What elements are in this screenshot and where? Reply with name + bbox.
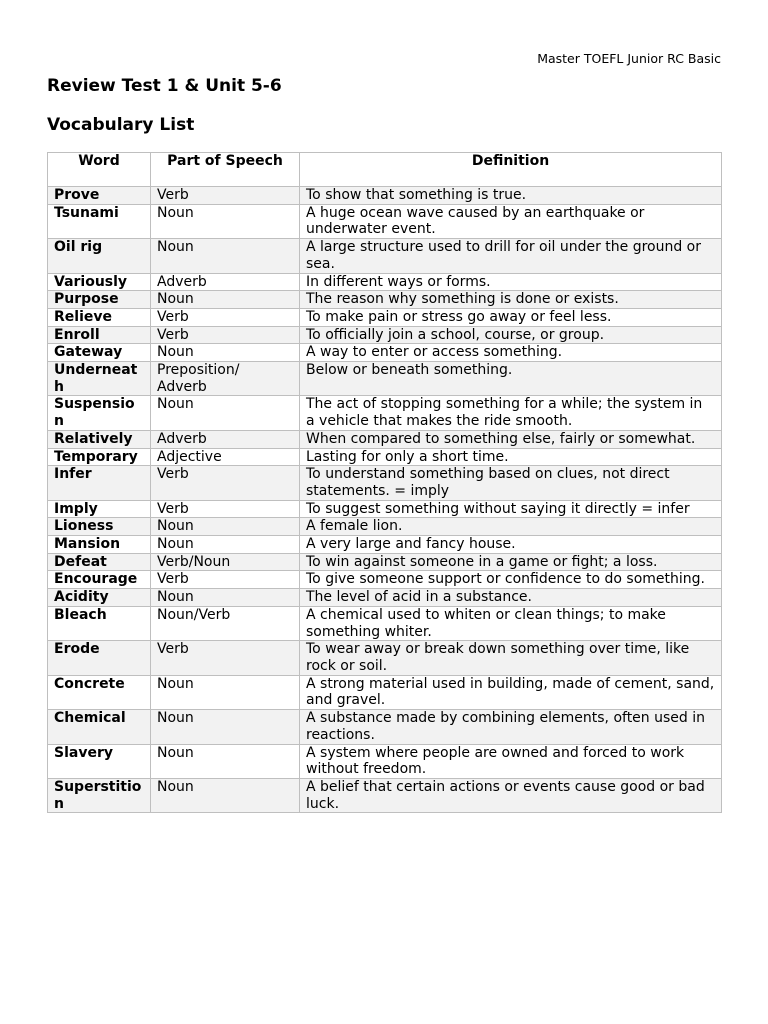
word-cell: Prove: [48, 187, 151, 205]
definition-cell: A chemical used to whiten or clean things; to make something whiter.: [300, 606, 722, 640]
table-row: [48, 396, 722, 430]
table-row: [48, 536, 722, 554]
word-cell: Purpose: [48, 291, 151, 309]
table-header-row: [48, 153, 722, 187]
table-row: [48, 187, 722, 205]
column-header-word: Word: [48, 153, 151, 187]
table-row: [48, 589, 722, 607]
table-row: [48, 466, 722, 500]
table-row: [48, 344, 722, 362]
word-cell: Concrete: [48, 675, 151, 709]
table-row: [48, 710, 722, 744]
definition-cell: A way to enter or access something.: [300, 344, 722, 362]
word-cell: Lioness: [48, 518, 151, 536]
vocabulary-table: [47, 152, 722, 813]
column-header-definition: Definition: [300, 153, 722, 187]
table-row: [48, 518, 722, 536]
word-cell: Gateway: [48, 344, 151, 362]
table-row: [48, 430, 722, 448]
book-title-header: Master TOEFL Junior RC Basic: [537, 51, 721, 66]
word-cell: Infer: [48, 466, 151, 500]
part-of-speech-cell: Verb: [151, 466, 300, 500]
definition-cell: Lasting for only a short time.: [300, 448, 722, 466]
definition-cell: To officially join a school, course, or group.: [300, 326, 722, 344]
part-of-speech-cell: Noun: [151, 675, 300, 709]
definition-cell: A large structure used to drill for oil under the ground or sea.: [300, 239, 722, 273]
definition-cell: A substance made by combining elements, often used in reactions.: [300, 710, 722, 744]
table-row: [48, 675, 722, 709]
part-of-speech-cell: Verb: [151, 187, 300, 205]
word-cell: Suspension: [48, 396, 151, 430]
definition-cell: A strong material used in building, made of cement, sand, and gravel.: [300, 675, 722, 709]
table-row: [48, 606, 722, 640]
table-row: [48, 291, 722, 309]
table-row: [48, 778, 722, 812]
definition-cell: To win against someone in a game or fight; a loss.: [300, 553, 722, 571]
word-cell: Enroll: [48, 326, 151, 344]
definition-cell: A very large and fancy house.: [300, 536, 722, 554]
table-row: [48, 326, 722, 344]
word-cell: Encourage: [48, 571, 151, 589]
definition-cell: To make pain or stress go away or feel less.: [300, 308, 722, 326]
vocabulary-table-body: [48, 187, 722, 813]
part-of-speech-cell: Noun: [151, 239, 300, 273]
part-of-speech-cell: Verb/Noun: [151, 553, 300, 571]
part-of-speech-cell: Adverb: [151, 430, 300, 448]
word-cell: Oil rig: [48, 239, 151, 273]
part-of-speech-cell: Verb: [151, 308, 300, 326]
table-row: [48, 744, 722, 778]
table-row: [48, 571, 722, 589]
part-of-speech-cell: Adverb: [151, 273, 300, 291]
word-cell: Relieve: [48, 308, 151, 326]
definition-cell: To wear away or break down something over time, like rock or soil.: [300, 641, 722, 675]
table-row: [48, 553, 722, 571]
column-header-part-of-speech: Part of Speech: [151, 153, 300, 187]
table-row: [48, 239, 722, 273]
definition-cell: The level of acid in a substance.: [300, 589, 722, 607]
table-row: [48, 308, 722, 326]
part-of-speech-cell: Verb: [151, 500, 300, 518]
definition-cell: When compared to something else, fairly or somewhat.: [300, 430, 722, 448]
word-cell: Variously: [48, 273, 151, 291]
table-row: [48, 204, 722, 238]
part-of-speech-cell: Noun: [151, 710, 300, 744]
part-of-speech-cell: Noun: [151, 518, 300, 536]
definition-cell: A system where people are owned and forced to work without freedom.: [300, 744, 722, 778]
word-cell: Chemical: [48, 710, 151, 744]
part-of-speech-cell: Adjective: [151, 448, 300, 466]
word-cell: Imply: [48, 500, 151, 518]
word-cell: Slavery: [48, 744, 151, 778]
table-row: [48, 448, 722, 466]
word-cell: Underneath: [48, 362, 151, 396]
definition-cell: In different ways or forms.: [300, 273, 722, 291]
part-of-speech-cell: Noun: [151, 744, 300, 778]
word-cell: Acidity: [48, 589, 151, 607]
part-of-speech-cell: Noun: [151, 589, 300, 607]
definition-cell: A female lion.: [300, 518, 722, 536]
definition-cell: Below or beneath something.: [300, 362, 722, 396]
table-row: [48, 641, 722, 675]
part-of-speech-cell: Noun/Verb: [151, 606, 300, 640]
part-of-speech-cell: Noun: [151, 396, 300, 430]
word-cell: Tsunami: [48, 204, 151, 238]
word-cell: Temporary: [48, 448, 151, 466]
word-cell: Bleach: [48, 606, 151, 640]
part-of-speech-cell: Noun: [151, 204, 300, 238]
table-row: [48, 500, 722, 518]
part-of-speech-cell: Noun: [151, 778, 300, 812]
word-cell: Superstition: [48, 778, 151, 812]
definition-cell: To suggest something without saying it directly = infer: [300, 500, 722, 518]
part-of-speech-cell: Noun: [151, 344, 300, 362]
word-cell: Relatively: [48, 430, 151, 448]
table-row: [48, 362, 722, 396]
part-of-speech-cell: Verb: [151, 571, 300, 589]
word-cell: Defeat: [48, 553, 151, 571]
definition-cell: A huge ocean wave caused by an earthquake or underwater event.: [300, 204, 722, 238]
part-of-speech-cell: Preposition/ Adverb: [151, 362, 300, 396]
part-of-speech-cell: Noun: [151, 536, 300, 554]
definition-cell: To show that something is true.: [300, 187, 722, 205]
definition-cell: The reason why something is done or exists.: [300, 291, 722, 309]
section-title: Vocabulary List: [47, 115, 195, 135]
word-cell: Mansion: [48, 536, 151, 554]
page-title: Review Test 1 & Unit 5-6: [47, 76, 282, 96]
word-cell: Erode: [48, 641, 151, 675]
definition-cell: A belief that certain actions or events cause good or bad luck.: [300, 778, 722, 812]
part-of-speech-cell: Noun: [151, 291, 300, 309]
part-of-speech-cell: Verb: [151, 326, 300, 344]
definition-cell: To understand something based on clues, not direct statements. = imply: [300, 466, 722, 500]
part-of-speech-cell: Verb: [151, 641, 300, 675]
definition-cell: To give someone support or confidence to do something.: [300, 571, 722, 589]
definition-cell: The act of stopping something for a while; the system in a vehicle that makes the ride smooth.: [300, 396, 722, 430]
table-row: [48, 273, 722, 291]
